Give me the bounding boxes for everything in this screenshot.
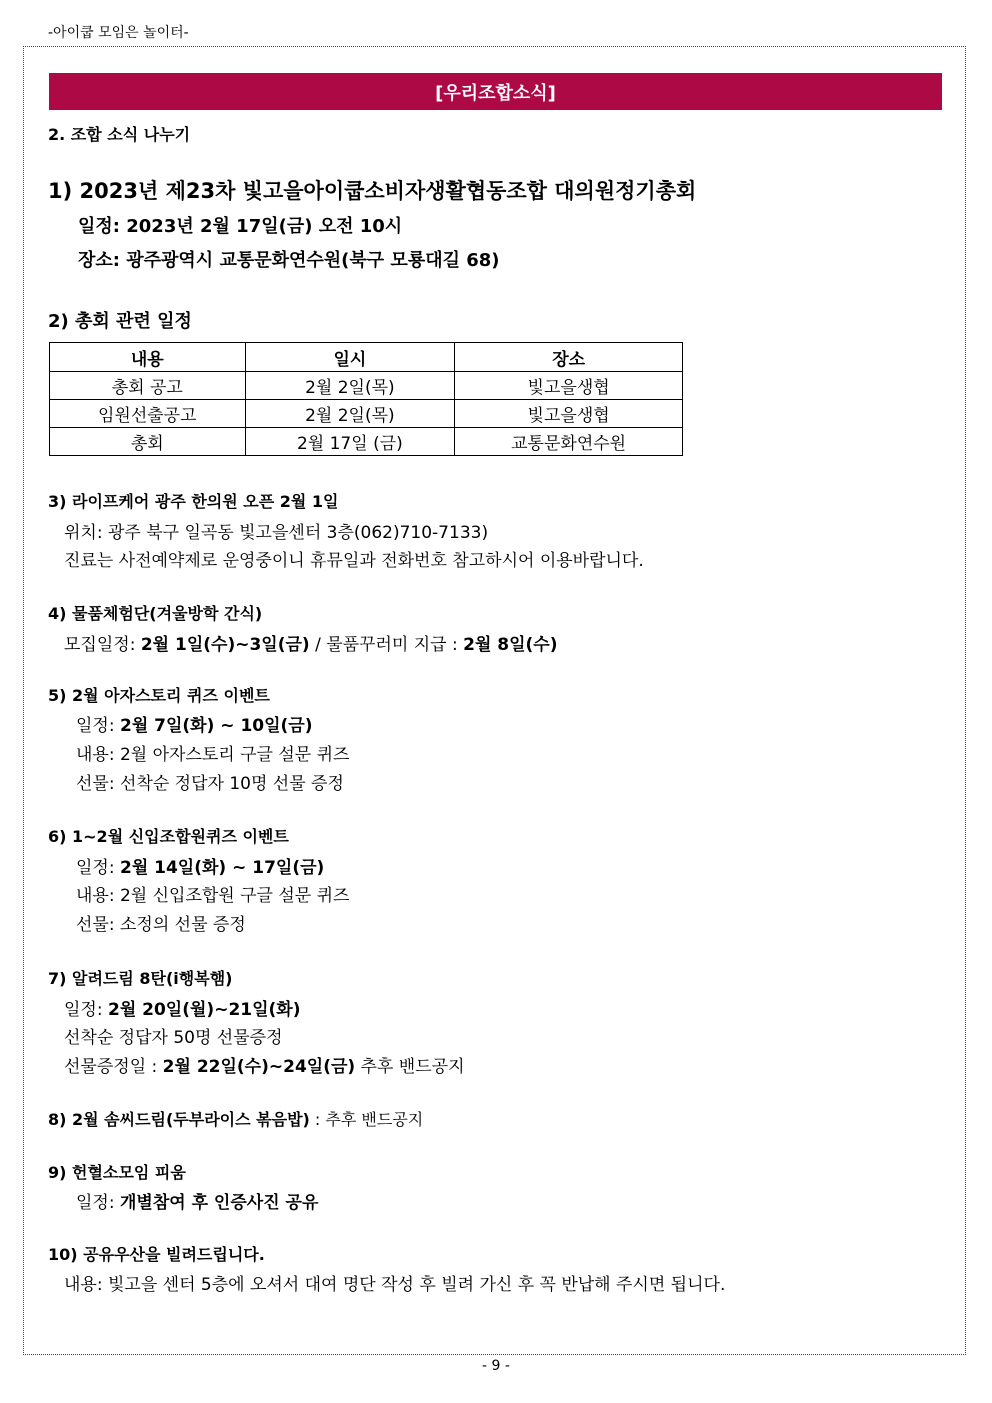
item6-date-label: 일정: bbox=[76, 858, 120, 878]
table-header-cell: 일시 bbox=[245, 343, 455, 372]
item3-location: 위치: 광주 북구 일곡동 빛고을센터 3층(062)710-7133) bbox=[64, 523, 489, 543]
item3-title: 3) 라이프케어 광주 한의원 오픈 2월 1일 bbox=[48, 492, 339, 511]
item4-label: 모집일정: bbox=[64, 635, 141, 655]
item10-content: 내용: 빛고을 센터 5층에 오셔서 대여 명단 작성 후 빌려 가신 후 꼭 반납해 주시면 됩니다. bbox=[64, 1275, 726, 1295]
section-title: 2. 조합 소식 나누기 bbox=[48, 125, 191, 144]
table-header-cell: 내용 bbox=[50, 343, 246, 372]
item7-gift-value: 2월 22일(수)~24일(금) bbox=[162, 1057, 356, 1077]
item7-gift-label: 선물증정일 : bbox=[64, 1057, 163, 1077]
table-row bbox=[50, 400, 683, 428]
item9-title: 9) 헌혈소모임 피움 bbox=[48, 1163, 186, 1182]
item6-gift: 선물: 소정의 선물 증정 bbox=[76, 915, 246, 935]
item7-date bbox=[64, 995, 300, 1020]
item7-gift bbox=[64, 1052, 465, 1077]
table-header-cell: 장소 bbox=[455, 343, 683, 372]
item5-date-label: 일정: bbox=[76, 716, 120, 736]
item4-title: 4) 물품체험단(겨울방학 간식) bbox=[48, 604, 263, 623]
item4-delivery: 2월 8일(수) bbox=[463, 635, 558, 655]
item7-winners: 선착순 정답자 50명 선물증정 bbox=[64, 1028, 283, 1048]
item6-content: 내용: 2월 신입조합원 구글 설문 퀴즈 bbox=[76, 886, 350, 906]
item7-date-label: 일정: bbox=[64, 1000, 108, 1020]
table-cell: 2월 2일(목) bbox=[245, 372, 455, 400]
table-cell: 교통문화연수원 bbox=[455, 428, 683, 456]
schedule-table bbox=[49, 342, 683, 456]
item10-title: 10) 공유우산을 빌려드립니다. bbox=[48, 1245, 265, 1264]
table-header-row bbox=[50, 343, 683, 372]
section-banner bbox=[49, 73, 942, 110]
item6-date-value: 2월 14일(화) ~ 17일(금) bbox=[119, 858, 325, 878]
page-header: -아이쿱 모임은 놀이터- bbox=[48, 25, 189, 41]
banner-title: [우리조합소식] bbox=[435, 82, 556, 104]
item1-title: 1) 2023년 제23차 빛고을아이쿱소비자생활협동조합 대의원정기총회 bbox=[48, 179, 697, 203]
table-cell: 2월 17일 (금) bbox=[245, 428, 455, 456]
item9-label: 일정: bbox=[76, 1193, 120, 1213]
item6-title: 6) 1~2월 신입조합원퀴즈 이벤트 bbox=[48, 827, 289, 846]
item5-content: 내용: 2월 아자스토리 구글 설문 퀴즈 bbox=[76, 745, 350, 765]
item2-title: 2) 총회 관련 일정 bbox=[48, 311, 192, 332]
item9-schedule bbox=[76, 1188, 318, 1213]
table-cell: 총회 공고 bbox=[50, 372, 246, 400]
item5-date-value: 2월 7일(화) ~ 10일(금) bbox=[119, 716, 313, 736]
item8-tail: : 추후 밴드공지 bbox=[309, 1110, 424, 1129]
table-cell: 빛고을생협 bbox=[455, 400, 683, 428]
page-number: - 9 - bbox=[482, 1358, 510, 1374]
item6-date bbox=[76, 853, 324, 878]
table-row bbox=[50, 428, 683, 456]
table-cell: 총회 bbox=[50, 428, 246, 456]
table-cell: 빛고을생협 bbox=[455, 372, 683, 400]
item4-period: 2월 1일(수)~3일(금) bbox=[140, 635, 310, 655]
item7-title: 7) 알려드림 8탄(i행복햄) bbox=[48, 969, 233, 988]
item3-notice: 진료는 사전예약제로 운영중이니 휴뮤일과 전화번호 참고하시어 이용바랍니다. bbox=[64, 551, 644, 571]
item5-date bbox=[76, 711, 313, 736]
item8-line bbox=[48, 1107, 423, 1130]
table-row bbox=[50, 372, 683, 400]
item5-gift: 선물: 선착순 정답자 10명 선물 증정 bbox=[76, 774, 344, 794]
item5-title: 5) 2월 아자스토리 퀴즈 이벤트 bbox=[48, 686, 270, 705]
item1-date: 일정: 2023년 2월 17일(금) 오전 10시 bbox=[78, 216, 403, 237]
table-cell: 2월 2일(목) bbox=[245, 400, 455, 428]
item4-mid: / 물품꾸러미 지급 : bbox=[309, 635, 464, 655]
item1-place: 장소: 광주광역시 교통문화연수원(북구 모룡대길 68) bbox=[78, 250, 500, 271]
item4-schedule bbox=[64, 630, 558, 655]
item8-title: 8) 2월 솜씨드림(두부라이스 볶음밥) bbox=[48, 1110, 310, 1129]
table-cell: 임원선출공고 bbox=[50, 400, 246, 428]
item7-gift-tail: 추후 밴드공지 bbox=[355, 1057, 465, 1077]
item9-value: 개별참여 후 인증사진 공유 bbox=[119, 1193, 319, 1213]
item7-date-value: 2월 20일(월)~21일(화) bbox=[107, 1000, 301, 1020]
